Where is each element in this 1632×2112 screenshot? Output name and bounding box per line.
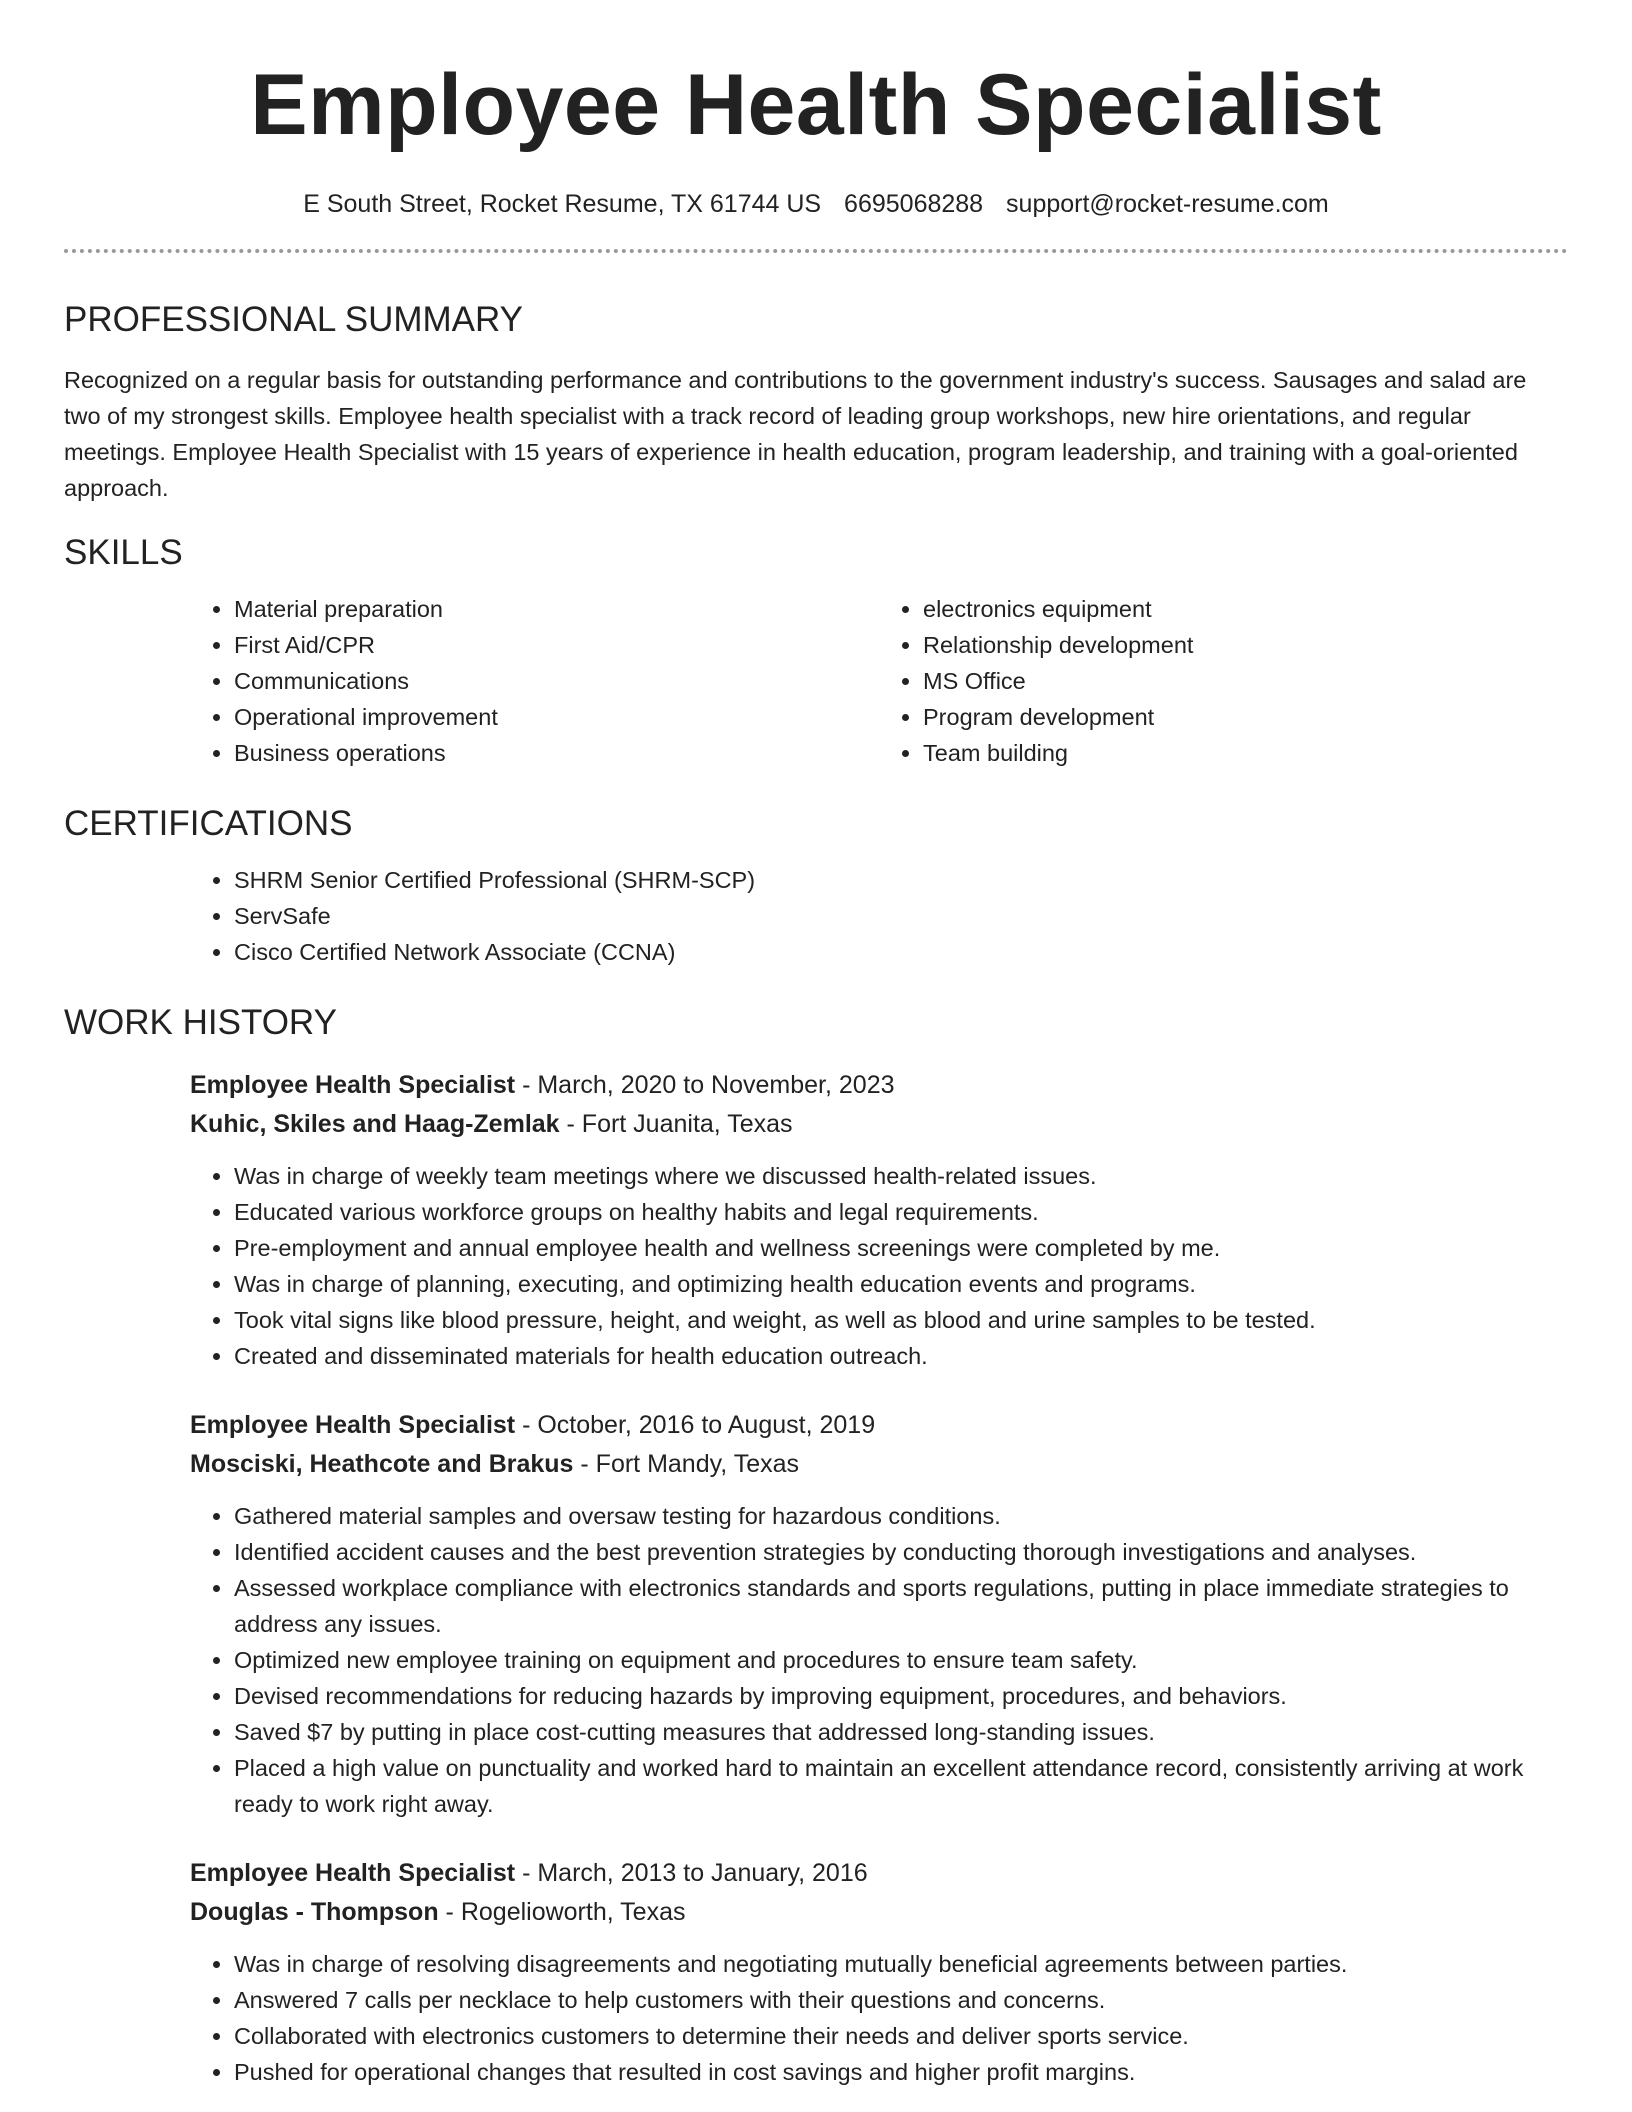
job-location: - Rogelioworth, Texas (438, 1898, 686, 1926)
skill-item: • Relationship development (923, 627, 1568, 663)
skill-item: • Operational improvement (234, 699, 879, 735)
contact-phone: 6695068288 (844, 190, 984, 218)
certifications-body (190, 862, 1568, 970)
candidate-name: Employee Health Specialist (250, 57, 1382, 153)
job-company: Kuhic, Skiles and Haag-Zemlak (190, 1110, 560, 1138)
job-bullet: • Gathered material samples and oversaw testing for hazardous conditions. (234, 1498, 1568, 1534)
job-entry (190, 1854, 1568, 2090)
skill-item: • Material preparation (234, 591, 879, 627)
job-dates: - March, 2020 to November, 2023 (515, 1071, 895, 1099)
skill-item: • Communications (234, 663, 879, 699)
job-bullet: • Optimized new employee training on equipment and procedures to ensure team safety. (234, 1642, 1568, 1678)
skills-section (64, 532, 1568, 771)
job-bullet: • Pushed for operational changes that resulted in cost savings and higher profit margins. (234, 2054, 1568, 2090)
job-bullets (190, 1158, 1568, 1374)
job-bullet: • Was in charge of weekly team meetings where we discussed health-related issues. (234, 1158, 1568, 1194)
job-entry (190, 1406, 1568, 1822)
contact-line (0, 189, 1632, 219)
certification-item: • SHRM Senior Certified Professional (SHRM-SCP) (234, 862, 1568, 898)
job-bullet: • Educated various workforce groups on healthy habits and legal requirements. (234, 1194, 1568, 1230)
summary-heading: PROFESSIONAL SUMMARY (64, 300, 523, 339)
skills-list-left (190, 591, 879, 771)
job-bullets (190, 1498, 1568, 1822)
job-dates: - October, 2016 to August, 2019 (515, 1411, 876, 1439)
skill-item: • Business operations (234, 735, 879, 771)
job-company-line (190, 1445, 1568, 1484)
certification-item: • Cisco Certified Network Associate (CCNA) (234, 934, 1568, 970)
job-company-line (190, 1105, 1568, 1144)
job-bullet: • Devised recommendations for reducing hazards by improving equipment, procedures, and behaviors. (234, 1678, 1568, 1714)
certifications-list (190, 862, 1568, 970)
job-bullet: • Assessed workplace compliance with electronics standards and sports regulations, putting in place immediate strategies to address any issues. (234, 1570, 1568, 1642)
job-company-line (190, 1893, 1568, 1932)
certification-item: • ServSafe (234, 898, 1568, 934)
job-company: Mosciski, Heathcote and Brakus (190, 1450, 574, 1478)
job-bullet: • Pre-employment and annual employee health and wellness screenings were completed by me. (234, 1230, 1568, 1266)
job-bullet: • Answered 7 calls per necklace to help customers with their questions and concerns. (234, 1982, 1568, 2018)
contact-address: E South Street, Rocket Resume, TX 61744 US (303, 190, 822, 218)
job-bullet: • Created and disseminated materials for health education outreach. (234, 1338, 1568, 1374)
job-bullet: • Was in charge of resolving disagreements and negotiating mutually beneficial agreements between parties. (234, 1946, 1568, 1982)
skills-list-right (879, 591, 1568, 771)
skill-item: • Team building (923, 735, 1568, 771)
job-bullet: • Identified accident causes and the best prevention strategies by conducting thorough investigations and analyses. (234, 1534, 1568, 1570)
skill-item: • electronics equipment (923, 591, 1568, 627)
summary-text: Recognized on a regular basis for outstanding performance and contributions to the government industry's success. Sausages and salad are two of my strongest skills. Employee health specialist with a track record of leading group workshops, new hire orientations, and regular meetings. Employee Health Specialist with 15 years of experience in health education, program leadership, and training with a goal-oriented approach. (64, 367, 1527, 501)
job-bullet: • Collaborated with electronics customers to determine their needs and deliver sports service. (234, 2018, 1568, 2054)
job-role: Employee Health Specialist (190, 1071, 516, 1099)
job-location: - Fort Mandy, Texas (573, 1450, 800, 1478)
job-bullet: • Was in charge of planning, executing, and optimizing health education events and programs. (234, 1266, 1568, 1302)
skills-heading: SKILLS (64, 533, 183, 572)
job-title-line (190, 1854, 1568, 1893)
job-company: Douglas - Thompson (190, 1898, 439, 1926)
job-title-line (190, 1406, 1568, 1445)
work-history-heading: WORK HISTORY (64, 1003, 337, 1042)
certifications-section (64, 803, 1568, 970)
skill-item: • First Aid/CPR (234, 627, 879, 663)
skill-item: • Program development (923, 699, 1568, 735)
contact-email[interactable]: support@rocket-resume.com (1006, 190, 1329, 218)
job-bullets (190, 1946, 1568, 2090)
job-bullet: • Took vital signs like blood pressure, height, and weight, as well as blood and urine samples to be tested. (234, 1302, 1568, 1338)
header-divider (64, 249, 1568, 253)
job-dates: - March, 2013 to January, 2016 (515, 1859, 868, 1887)
skills-grid (190, 591, 1568, 771)
summary-section (64, 299, 1568, 506)
work-history-section (64, 1002, 1568, 2090)
job-title-line (190, 1066, 1568, 1105)
job-bullet: • Placed a high value on punctuality and worked hard to maintain an excellent attendance record, consistently arriving at work ready to work right away. (234, 1750, 1568, 1822)
job-entry (190, 1066, 1568, 1374)
skill-item: • MS Office (923, 663, 1568, 699)
job-role: Employee Health Specialist (190, 1411, 516, 1439)
job-role: Employee Health Specialist (190, 1859, 516, 1887)
job-location: - Fort Juanita, Texas (559, 1110, 793, 1138)
job-bullet: • Saved $7 by putting in place cost-cutting measures that addressed long-standing issues. (234, 1714, 1568, 1750)
certifications-heading: CERTIFICATIONS (64, 804, 353, 843)
